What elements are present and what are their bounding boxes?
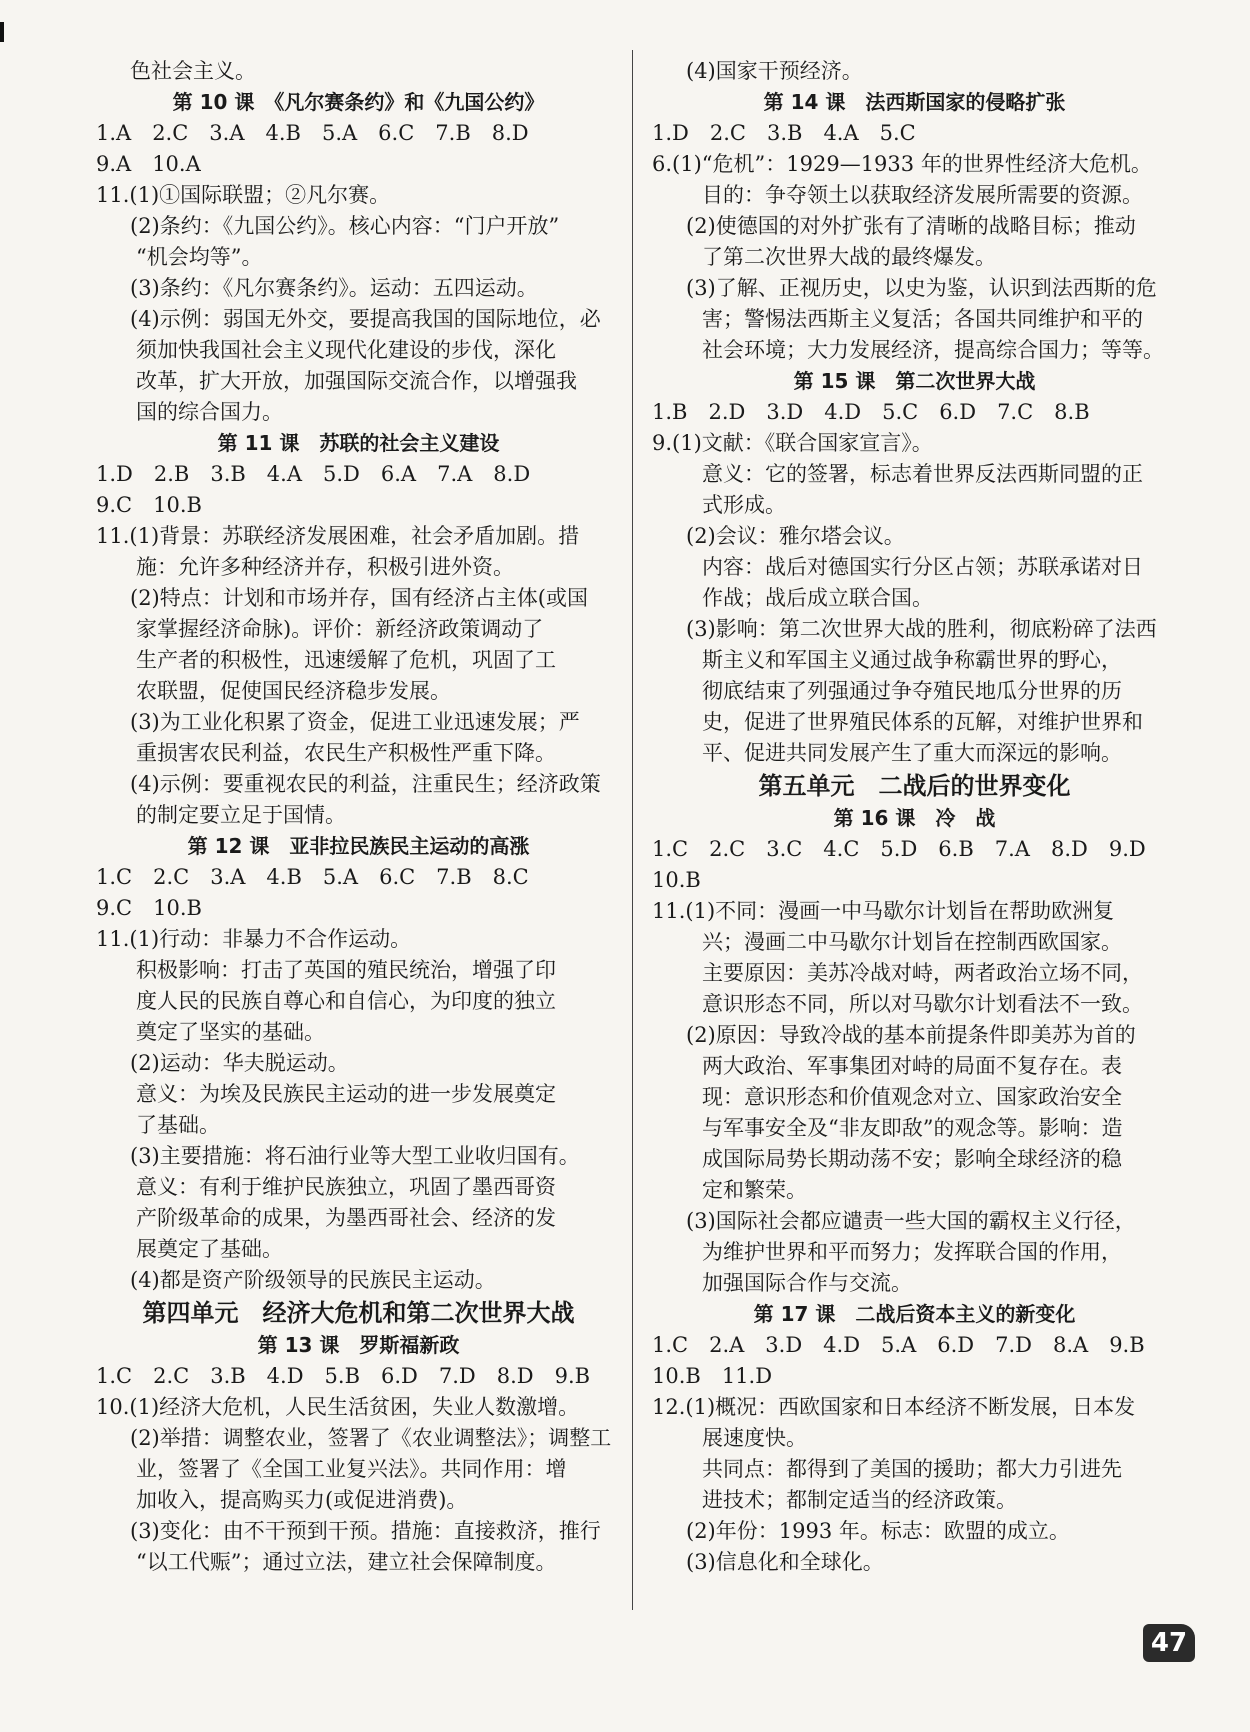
answer-line: “以工代赈”；通过立法，建立社会保障制度。	[136, 1550, 557, 1574]
answer-line: 的制定要立足于国情。	[136, 803, 346, 827]
answer-line: (3)影响：第二次世界大战的胜利，彻底粉碎了法西	[686, 617, 1157, 641]
answer-line: (2)运动：华夫脱运动。	[130, 1051, 349, 1075]
answer-line: (2)特点：计划和市场并存，国有经济占主体(或国	[130, 586, 588, 610]
answer-line: 兴；漫画二中马歇尔计划旨在控制西欧国家。	[702, 930, 1122, 954]
answer-line: 施：允许多种经济并存，积极引进外资。	[136, 555, 514, 579]
answer-line: 成国际局势长期动荡不安；影响全球经济的稳	[702, 1147, 1122, 1171]
unit-heading: 第五单元 二战后的世界变化	[758, 772, 1071, 800]
choice-answers: 1.D 2.B 3.B 4.A 5.D 6.A 7.A 8.D	[96, 462, 531, 486]
answer-line: 了第二次世界大战的最终爆发。	[702, 245, 996, 269]
choice-answers: 9.C 10.B	[96, 896, 202, 920]
answer-line: 须加快我国社会主义现代化建设的步伐，深化	[136, 338, 556, 362]
answer-line: (4)示例：弱国无外交，要提高我国的国际地位，必	[130, 307, 601, 331]
answer-line: 12.(1)概况：西欧国家和日本经济不断发展，日本发	[652, 1395, 1136, 1419]
answer-line: 展速度快。	[702, 1426, 807, 1450]
answer-line: 加强国际合作与交流。	[702, 1271, 912, 1295]
right-column	[652, 56, 1177, 1578]
lesson-heading: 第 16 课 冷 战	[833, 806, 996, 830]
answer-line: 重损害农民利益，农民生产积极性严重下降。	[136, 741, 556, 765]
answer-line: (4)示例：要重视农民的利益，注重民生；经济政策	[130, 772, 601, 796]
choice-answers: 1.C 2.C 3.B 4.D 5.B 6.D 7.D 8.D 9.B	[96, 1364, 591, 1388]
lesson-heading: 第 13 课 罗斯福新政	[257, 1333, 460, 1357]
answer-line: 度人民的民族自尊心和自信心，为印度的独立	[136, 989, 556, 1013]
answer-line: (2)条约：《九国公约》。核心内容：“门户开放”	[130, 214, 560, 238]
choice-answers: 10.B	[652, 868, 701, 892]
answer-line: 加收入，提高购买力(或促进消费)。	[136, 1488, 468, 1512]
answer-line: 11.(1)①国际联盟；②凡尔赛。	[96, 183, 391, 207]
answer-line: 两大政治、军事集团对峙的局面不复存在。表	[702, 1054, 1122, 1078]
answer-line: 国的综合国力。	[136, 400, 283, 424]
answer-line: (2)使德国的对外扩张有了清晰的战略目标；推动	[686, 214, 1136, 238]
choice-answers: 1.B 2.D 3.D 4.D 5.C 6.D 7.C 8.B	[652, 400, 1090, 424]
answer-line: (3)主要措施：将石油行业等大型工业收归国有。	[130, 1144, 580, 1168]
lesson-heading: 第 17 课 二战后资本主义的新变化	[753, 1302, 1076, 1326]
answer-line: 家掌握经济命脉)。评价：新经济政策调动了	[136, 617, 544, 641]
answer-line: 斯主义和军国主义通过战争称霸世界的野心，	[702, 648, 1122, 672]
lesson-heading: 第 15 课 第二次世界大战	[793, 369, 1036, 393]
answer-line: (3)为工业化积累了资金，促进工业迅速发展；严	[130, 710, 580, 734]
answer-line: 9.(1)文献：《联合国家宣言》。	[652, 431, 933, 455]
answer-line: 改革，扩大开放，加强国际交流合作，以增强我	[136, 369, 577, 393]
answer-line: 现：意识形态和价值观念对立、国家政治安全	[702, 1085, 1122, 1109]
choice-answers: 1.C 2.A 3.D 4.D 5.A 6.D 7.D 8.A 9.B	[652, 1333, 1145, 1357]
answer-line: 11.(1)不同：漫画一中马歇尔计划旨在帮助欧洲复	[652, 899, 1115, 923]
answer-line: 展奠定了基础。	[136, 1237, 283, 1261]
answer-line: 平、促进共同发展产生了重大而深远的影响。	[702, 741, 1122, 765]
unit-heading: 第四单元 经济大危机和第二次世界大战	[142, 1299, 575, 1327]
choice-answers: 1.C 2.C 3.A 4.B 5.A 6.C 7.B 8.C	[96, 865, 529, 889]
answer-line: (2)年份：1993 年。标志：欧盟的成立。	[686, 1519, 1070, 1543]
answer-line: (2)举措：调整农业，签署了《农业调整法》；调整工	[130, 1426, 612, 1450]
answer-line: (3)变化：由不干预到干预。措施：直接救济，推行	[130, 1519, 601, 1543]
answer-line: 与军事安全及“非友即敌”的观念等。影响：造	[702, 1116, 1123, 1140]
answer-line: 进技术；都制定适当的经济政策。	[702, 1488, 1017, 1512]
lesson-heading: 第 12 课 亚非拉民族民主运动的高涨	[187, 834, 530, 858]
answer-line: “机会均等”。	[136, 245, 263, 269]
lesson-heading: 第 10 课 《凡尔赛条约》和《九国公约》	[172, 90, 545, 114]
choice-answers: 10.B 11.D	[652, 1364, 773, 1388]
choice-answers: 9.A 10.A	[96, 152, 201, 176]
answer-line: 作战；战后成立联合国。	[702, 586, 933, 610]
answer-line: 共同点：都得到了美国的援助；都大力引进先	[702, 1457, 1122, 1481]
answer-line: 产阶级革命的成果，为墨西哥社会、经济的发	[136, 1206, 556, 1230]
answer-line: 11.(1)背景：苏联经济发展困难，社会矛盾加剧。措	[96, 524, 580, 548]
answer-line: 意义：为埃及民族民主运动的进一步发展奠定	[136, 1082, 556, 1106]
answer-line: (3)了解、正视历史，以史为鉴，认识到法西斯的危	[686, 276, 1157, 300]
answer-line: (3)条约：《凡尔赛条约》。运动：五四运动。	[130, 276, 538, 300]
choice-answers: 9.C 10.B	[96, 493, 202, 517]
answer-line: 为维护世界和平而努力；发挥联合国的作用，	[702, 1240, 1122, 1264]
column-divider	[632, 50, 633, 1610]
answer-line: 定和繁荣。	[702, 1178, 807, 1202]
answer-line: 了基础。	[136, 1113, 220, 1137]
answer-line: 6.(1)“危机”：1929—1933 年的世界性经济大危机。	[652, 152, 1152, 176]
answer-line: 彻底结束了列强通过争夺殖民地瓜分世界的历	[702, 679, 1122, 703]
answer-line: 10.(1)经济大危机，人民生活贫困，失业人数激增。	[96, 1395, 580, 1419]
answer-line: 主要原因：美苏冷战对峙，两者政治立场不同，	[702, 961, 1143, 985]
answer-line: 11.(1)行动：非暴力不合作运动。	[96, 927, 412, 951]
answer-line: (3)国际社会都应谴责一些大国的霸权主义行径，	[686, 1209, 1136, 1233]
answer-line: 色社会主义。	[130, 59, 256, 83]
choice-answers: 1.D 2.C 3.B 4.A 5.C	[652, 121, 916, 145]
answer-line: 害；警惕法西斯主义复活；各国共同维护和平的	[702, 307, 1143, 331]
answer-line: 积极影响：打击了英国的殖民统治，增强了印	[136, 958, 556, 982]
answer-line: (2)原因：导致冷战的基本前提条件即美苏为首的	[686, 1023, 1136, 1047]
answer-line: 意识形态不同，所以对马歇尔计划看法不一致。	[702, 992, 1143, 1016]
page-number: 47	[1143, 1624, 1195, 1662]
left-column	[96, 56, 621, 1578]
choice-answers: 1.A 2.C 3.A 4.B 5.A 6.C 7.B 8.D	[96, 121, 529, 145]
answer-line: 奠定了坚实的基础。	[136, 1020, 325, 1044]
answer-line: 农联盟，促使国民经济稳步发展。	[136, 679, 451, 703]
choice-answers: 1.C 2.C 3.C 4.C 5.D 6.B 7.A 8.D 9.D	[652, 837, 1146, 861]
corner-mark	[0, 22, 4, 42]
answer-line: 生产者的积极性，迅速缓解了危机，巩固了工	[136, 648, 556, 672]
answer-line: 意义：有利于维护民族独立，巩固了墨西哥资	[136, 1175, 556, 1199]
lesson-heading: 第 14 课 法西斯国家的侵略扩张	[763, 90, 1066, 114]
answer-line: (3)信息化和全球化。	[686, 1550, 884, 1574]
lesson-heading: 第 11 课 苏联的社会主义建设	[217, 431, 500, 455]
answer-line: (4)国家干预经济。	[686, 59, 863, 83]
answer-line: 目的：争夺领土以获取经济发展所需要的资源。	[702, 183, 1143, 207]
answer-line: (4)都是资产阶级领导的民族民主运动。	[130, 1268, 496, 1292]
answer-line: 史，促进了世界殖民体系的瓦解，对维护世界和	[702, 710, 1143, 734]
answer-line: 式形成。	[702, 493, 786, 517]
answer-line: 业，签署了《全国工业复兴法》。共同作用：增	[136, 1457, 567, 1481]
answer-line: 社会环境；大力发展经济，提高综合国力；等等。	[702, 338, 1164, 362]
answer-line: (2)会议：雅尔塔会议。	[686, 524, 905, 548]
answer-line: 内容：战后对德国实行分区占领；苏联承诺对日	[702, 555, 1143, 579]
answer-line: 意义：它的签署，标志着世界反法西斯同盟的正	[702, 462, 1143, 486]
